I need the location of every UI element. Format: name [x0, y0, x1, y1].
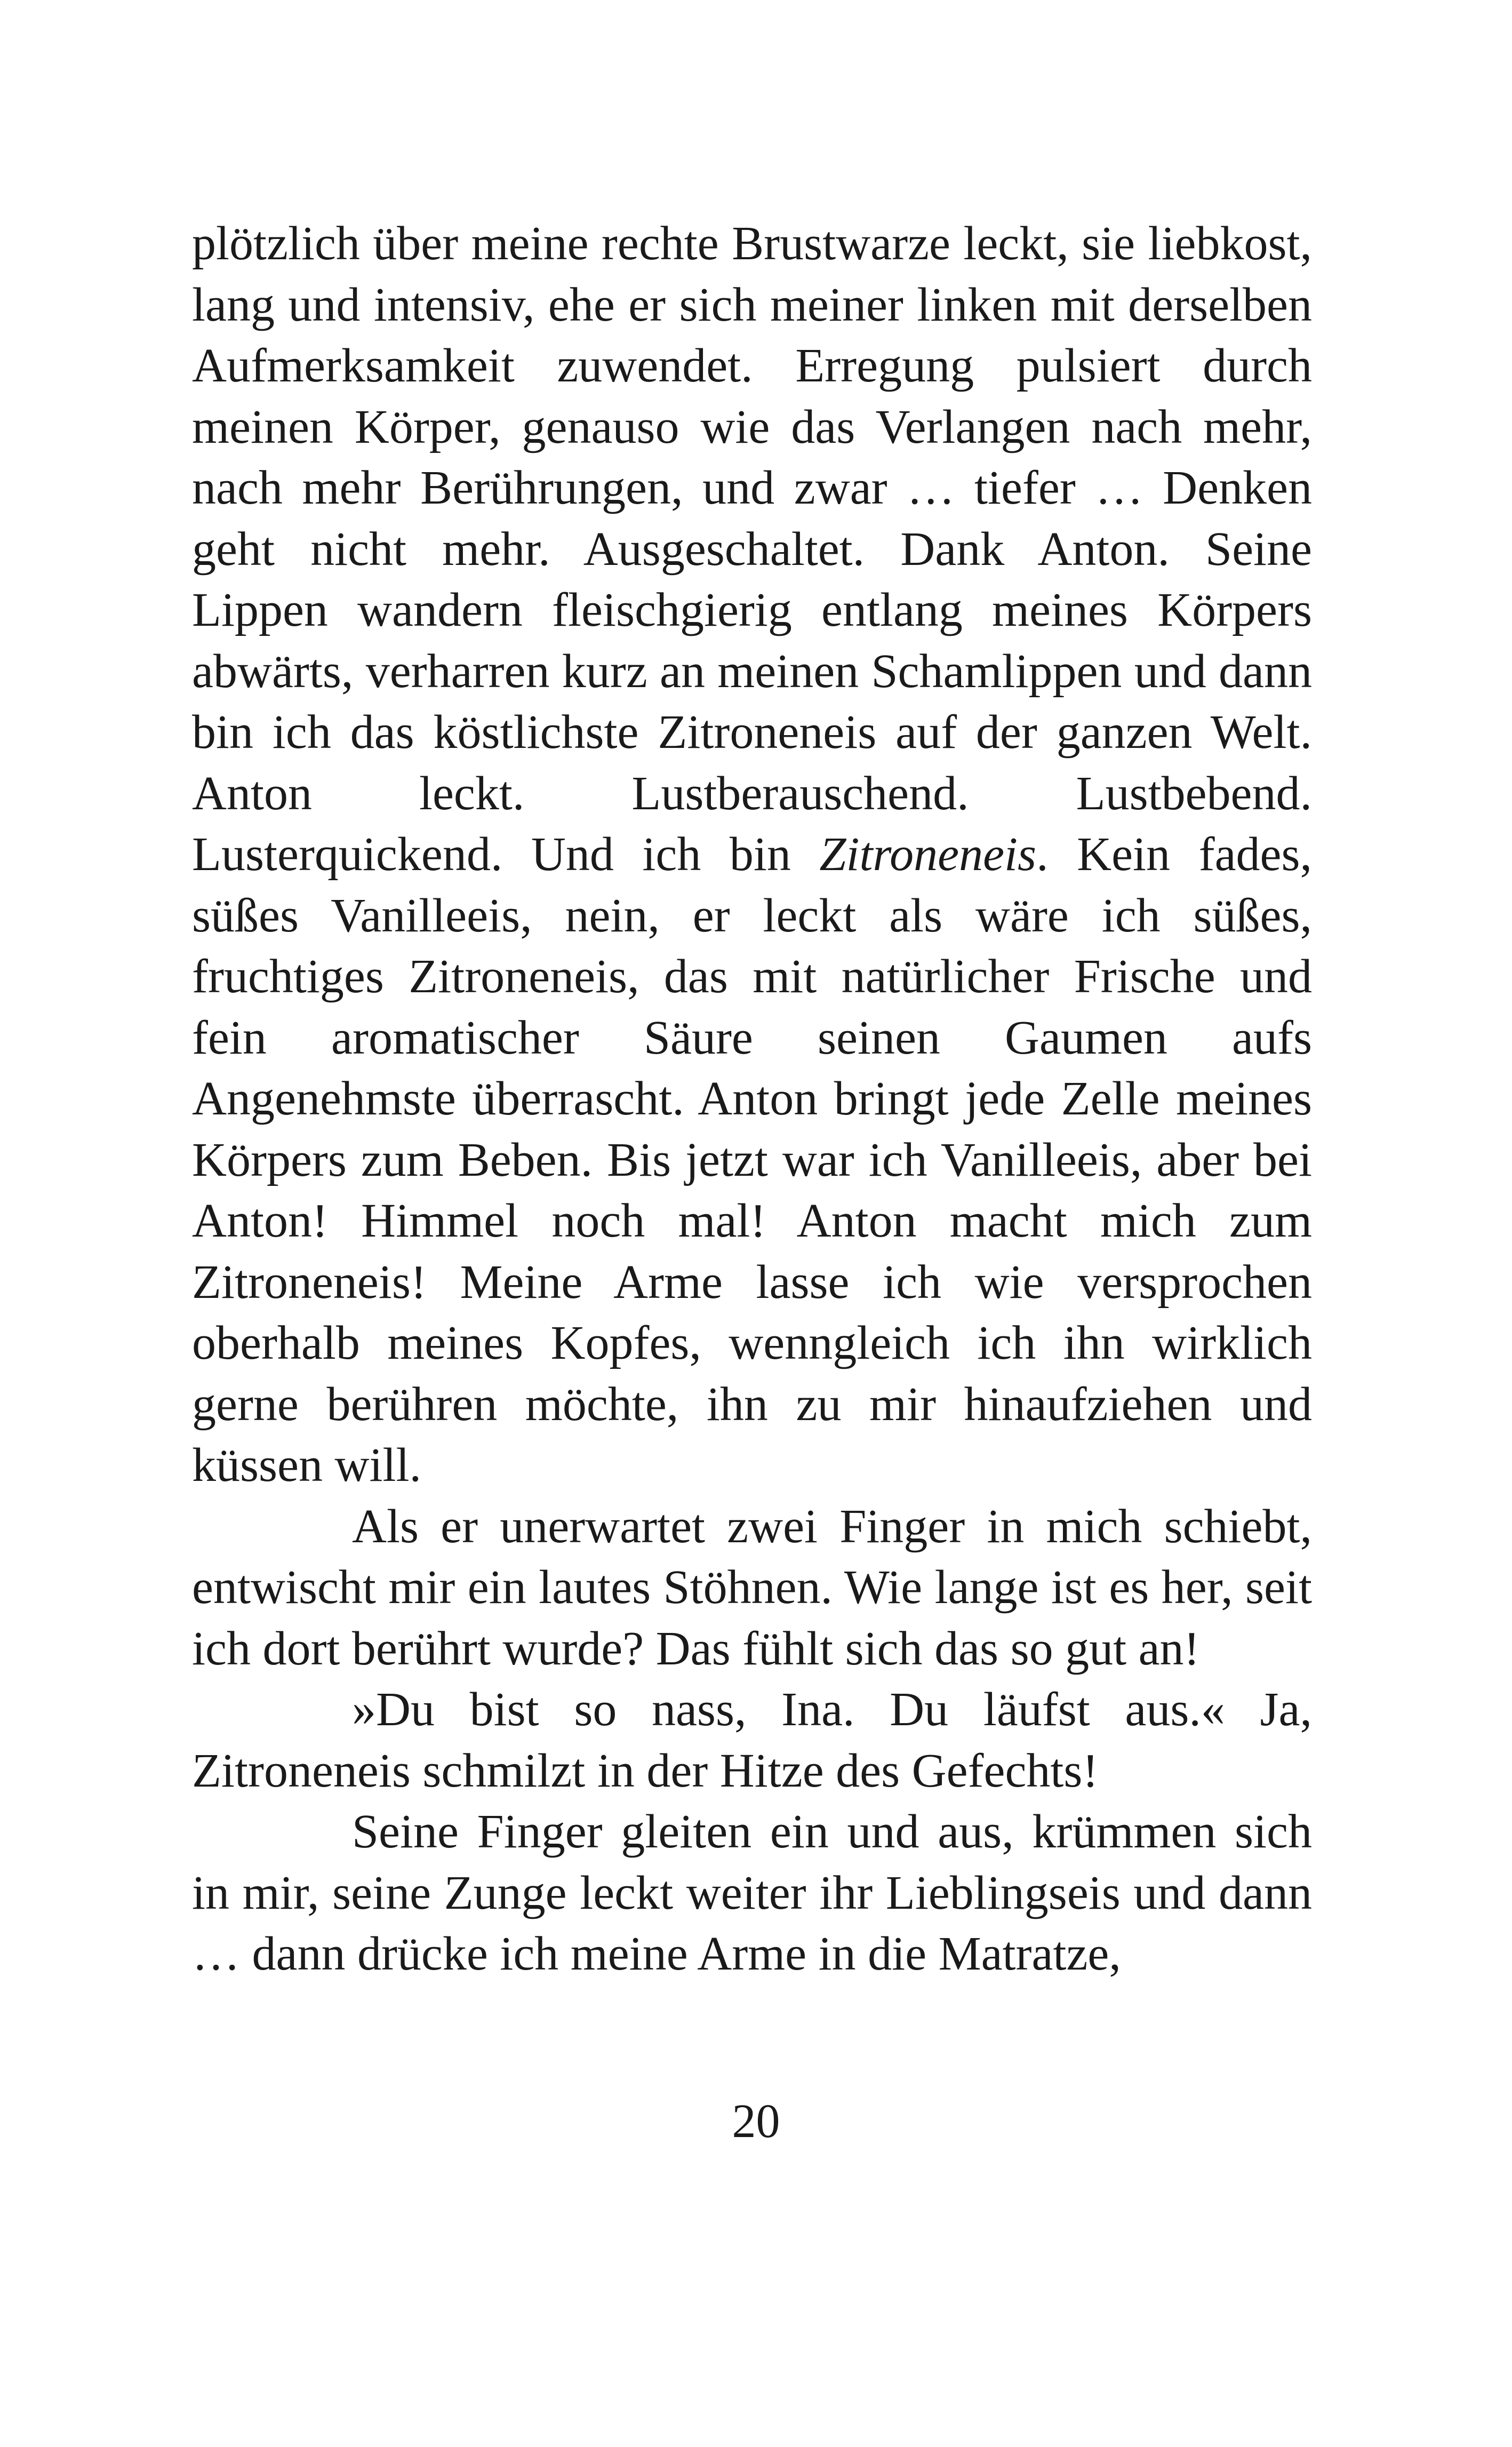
body-text [192, 213, 1312, 1985]
paragraph-4: Seine Finger gleiten ein und aus, krümmen sich in mir, seine Zunge leckt weiter ihr Lieblingseis und dann … dann drücke ich meine Arme in die Matratze, [192, 1805, 1312, 1980]
paragraph-2: Als er unerwartet zwei Finger in mich schiebt, entwischt mir ein lautes Stöhnen. Wie lange ist es her, seit ich dort berührt wurde? Das fühlt sich das so gut an! [192, 1500, 1312, 1675]
paragraph-1-text-start: plötzlich über meine rechte Brustwarze leckt, sie liebkost, lang und intensiv, ehe er sich meiner linken mit derselben Aufmerksamkeit zuwendet. Erregung pulsiert durch meinen Körper, genauso wie das Verlangen nach mehr, nach mehr Berührungen, und zwar … tiefer … Denken geht nicht mehr. Ausgeschaltet. Dank Anton. Seine Lippen wandern fleischgierig entlang meines Körpers abwärts, verharren kurz an meinen Schamlippen und dann bin ich das köstlichste Zitroneneis auf der ganzen Welt. Anton leckt. Lustberauschend. Lustbebend. Lusterquickend. Und ich bin [192, 217, 1312, 881]
paragraph-1-italic-word: Zitroneneis [819, 828, 1037, 881]
paragraph-3: »Du bist so nass, Ina. Du läufst aus.« Ja, Zitroneneis schmilzt in der Hitze des Gefechts! [192, 1683, 1312, 1797]
paragraph-1-text-end: . Kein fades, süßes Vanilleeis, nein, er leckt als wäre ich süßes, fruchtiges Zitroneneis, das mit natürlicher Frische und fein aromatischer Säure seinen Gaumen aufs Angenehmste überrascht. Anton bringt jede Zelle meines Körpers zum Beben. Bis jetzt war ich Vanilleeis, aber bei Anton! Himmel noch mal! Anton macht mich zum Zitroneneis! Meine Arme lasse ich wie versprochen oberhalb meines Kopfes, wenngleich ich ihn wirklich gerne berühren möchte, ihn zu mir hinaufziehen und küssen will. [192, 828, 1312, 1492]
paragraph-1 [192, 213, 1312, 1496]
page-number: 20 [732, 2095, 780, 2148]
